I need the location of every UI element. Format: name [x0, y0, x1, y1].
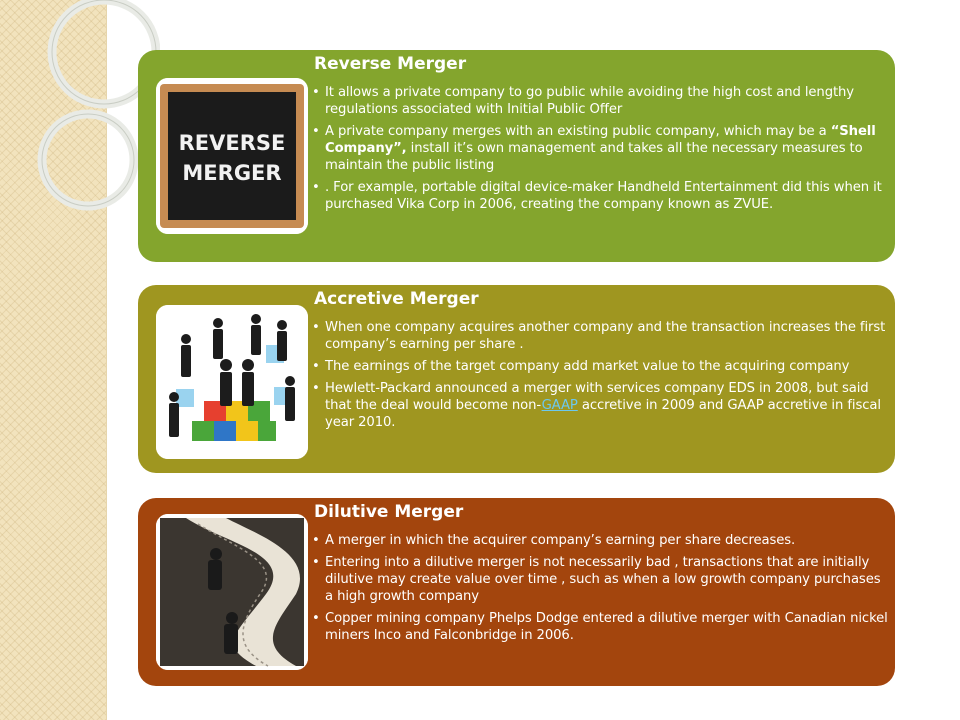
bullet-item [310, 123, 892, 174]
bullet-text: install it’s own management and takes all the necessary measures to maintain the public listing [325, 141, 863, 173]
business-puzzle-image [156, 305, 308, 459]
paper-strip-picture [156, 514, 308, 670]
bullet-item: • Copper mining company Phelps Dodge entered a dilutive merger with Canadian nickel miners Inco and Falconbridge in 2006. [310, 610, 892, 644]
bullet-item [310, 380, 892, 431]
bullet-item: • When one company acquires another company and the transaction increases the first company’s earning per share . [310, 319, 892, 353]
bullet-text: accretive in 2009 and GAAP accretive in fiscal year 2010. [325, 398, 881, 430]
accretive-merger-card [138, 285, 895, 473]
bullet-list [310, 84, 892, 218]
bullet-item: • The earnings of the target company add market value to the acquiring company [310, 358, 892, 375]
bullet-text: A private company merges with an existing public company, which may be a [325, 124, 831, 139]
bullet-list [310, 532, 892, 649]
card-title: Dilutive Merger [314, 502, 464, 522]
chalkboard-line-1: REVERSE [178, 131, 286, 155]
puzzle-people-picture [156, 305, 308, 459]
chalkboard-image [156, 78, 308, 234]
bullet-item: • . For example, portable digital device-maker Handheld Entertainment did this when it purchased Vika Corp in 2006, creating the company known as ZVUE. [310, 179, 892, 213]
reverse-merger-card [138, 50, 895, 262]
decorative-rings [0, 0, 160, 260]
bullet-item: • A merger in which the acquirer company’s earning per share decreases. [310, 532, 892, 549]
bullet-text: Hewlett-Packard announced a merger with services company EDS in 2008, but said that the deal would become non- [325, 381, 869, 413]
bold-term: “Shell Company”, [325, 124, 876, 156]
card-title: Reverse Merger [314, 54, 467, 74]
chalkboard-picture [156, 78, 308, 234]
dilutive-merger-card [138, 498, 895, 686]
gaap-link[interactable]: GAAP [541, 398, 578, 413]
bullet-item: • It allows a private company to go public while avoiding the high cost and lengthy regulations associated with Initial Public Offer [310, 84, 892, 118]
card-title: Accretive Merger [314, 289, 479, 309]
bullet-list [310, 319, 892, 436]
declining-chart-image [156, 514, 308, 670]
bullet-item: • Entering into a dilutive merger is not necessarily bad , transactions that are initially dilutive may create value over time , such as when a low growth company purchases a high growth company [310, 554, 892, 605]
chalkboard-line-2: MERGER [182, 161, 282, 185]
